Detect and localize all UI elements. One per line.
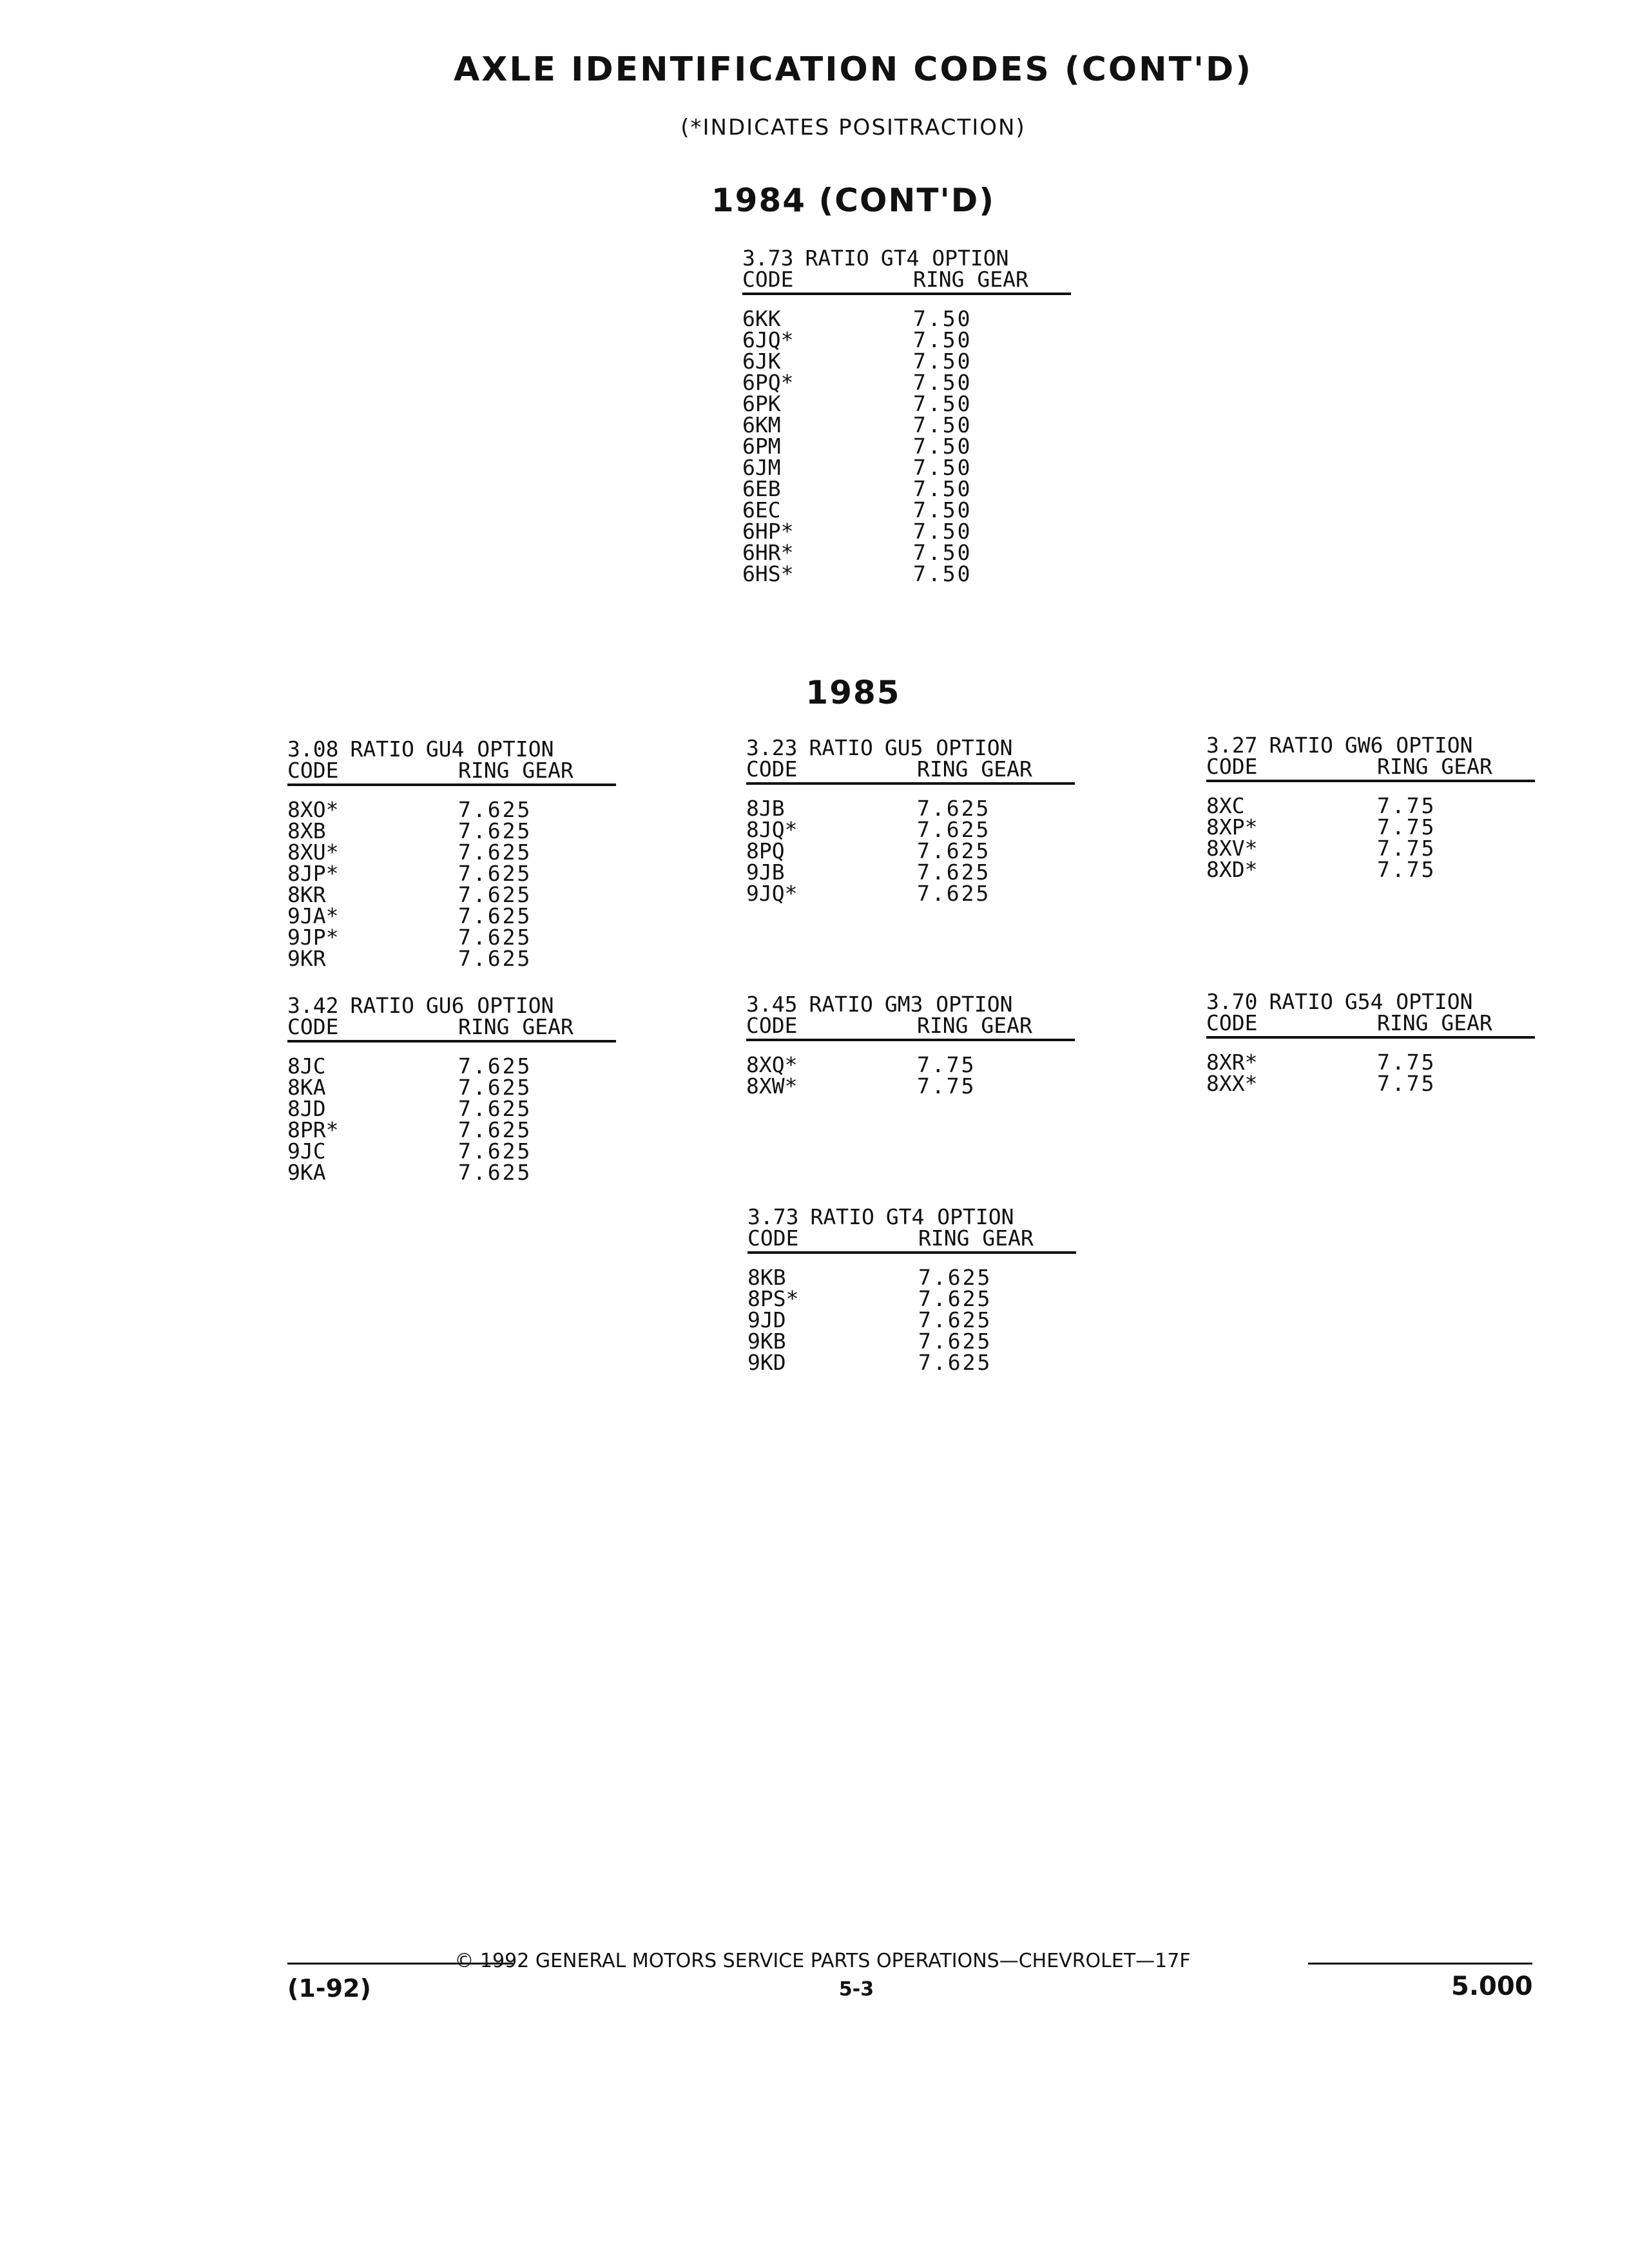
ratio-label: RATIO — [350, 993, 414, 1018]
table-row — [742, 436, 1071, 457]
section-number: 5.000 — [1451, 1972, 1533, 2001]
ratio-value: 3.42 — [287, 993, 339, 1018]
ring-gear-size: 7.625 — [458, 861, 532, 886]
table-row — [742, 351, 1071, 372]
table-row — [287, 1055, 616, 1077]
page-number: 5-3 — [838, 1978, 874, 2001]
code-column-header: CODE — [746, 1013, 798, 1038]
axle-code: 8JC — [287, 1053, 326, 1079]
ring-gear-size: 7.50 — [913, 434, 972, 459]
ring-gear-size: 7.625 — [918, 1350, 992, 1375]
table-row — [746, 883, 1075, 904]
ratio-value: 3.27 — [1206, 733, 1258, 758]
ratio-value: 3.70 — [1206, 989, 1258, 1014]
table-row — [742, 499, 1071, 521]
ring-gear-size: 7.625 — [458, 818, 532, 843]
copyright-line: © 1992 GENERAL MOTORS SERVICE PARTS OPERATIONS—CHEVROLET—17F — [454, 1950, 1191, 1972]
table-row — [287, 799, 616, 820]
ring-gear-size: 7.625 — [458, 1160, 532, 1185]
axle-code: 9JA* — [287, 903, 339, 928]
axle-code: 6HS* — [742, 561, 794, 586]
ring-gear-size: 7.625 — [458, 946, 532, 971]
axle-code: 8KA — [287, 1075, 326, 1100]
ring-gear-size: 7.625 — [458, 840, 532, 865]
axle-code: 8JB — [746, 796, 785, 821]
axle-code: 9JD — [747, 1307, 786, 1332]
ring-gear-size: 7.625 — [458, 925, 532, 950]
ring-gear-size: 7.625 — [458, 1053, 532, 1079]
table-row — [746, 798, 1075, 819]
table-row — [1206, 795, 1535, 816]
ring-gear-size: 7.75 — [1377, 1050, 1436, 1075]
table-row — [742, 372, 1071, 393]
axle-code: 6PQ* — [742, 370, 794, 395]
option-label: G54 OPTION — [1344, 989, 1473, 1014]
axle-table-1985-342 — [287, 995, 616, 1183]
axle-code: 8JP* — [287, 861, 339, 886]
axle-code: 6KM — [742, 412, 781, 437]
axle-code: 6PM — [742, 434, 781, 459]
axle-code: 8XD* — [1206, 857, 1258, 882]
option-label: GU6 OPTION — [425, 993, 554, 1018]
ring-gear-column-header: RING GEAR — [918, 1225, 1034, 1251]
table-body — [287, 799, 616, 969]
axle-code: 6HR* — [742, 540, 794, 565]
table-header — [747, 1206, 1076, 1254]
ring-gear-size: 7.75 — [1377, 836, 1436, 861]
axle-code: 8XV* — [1206, 836, 1258, 861]
table-row — [287, 905, 616, 927]
ring-gear-column-header: RING GEAR — [1377, 754, 1492, 779]
table-row — [287, 1119, 616, 1140]
table-body — [742, 308, 1071, 584]
ring-gear-size: 7.625 — [917, 838, 991, 863]
code-column-header: CODE — [287, 1014, 339, 1039]
table-row — [747, 1267, 1076, 1288]
axle-code: 8XB — [287, 818, 326, 843]
axle-table-1984-373 — [742, 247, 1071, 584]
table-row — [742, 393, 1071, 414]
table-row — [747, 1288, 1076, 1309]
table-row — [287, 841, 616, 863]
ratio-label: RATIO — [809, 992, 873, 1017]
table-header — [1206, 991, 1535, 1039]
ring-gear-size: 7.50 — [913, 476, 972, 501]
table-body — [1206, 795, 1535, 880]
code-column-header: CODE — [287, 758, 339, 783]
ratio-label: RATIO — [805, 245, 869, 271]
table-row — [747, 1352, 1076, 1373]
axle-code: 8KB — [747, 1265, 786, 1290]
table-body — [746, 798, 1075, 904]
axle-code: 6JQ* — [742, 327, 794, 352]
table-header — [742, 247, 1071, 295]
axle-code: 8XO* — [287, 797, 339, 822]
table-row — [287, 948, 616, 969]
table-row — [287, 1098, 616, 1119]
ring-gear-column-header: RING GEAR — [458, 758, 574, 783]
ring-gear-size: 7.625 — [917, 817, 991, 842]
table-row — [742, 563, 1071, 584]
table-body — [746, 1054, 1075, 1097]
axle-code: 9KD — [747, 1350, 786, 1375]
ring-gear-size: 7.50 — [913, 327, 972, 352]
ring-gear-column-header: RING GEAR — [917, 756, 1032, 782]
ring-gear-size: 7.625 — [917, 796, 991, 821]
ratio-label: RATIO — [350, 736, 414, 762]
axle-code: 9JQ* — [746, 881, 798, 906]
ring-gear-size: 7.50 — [913, 391, 972, 416]
ring-gear-size: 7.50 — [913, 561, 972, 586]
year-heading-1984: 1984 (CONT'D) — [711, 182, 996, 219]
table-body — [1206, 1052, 1535, 1094]
ring-gear-size: 7.625 — [458, 903, 532, 928]
axle-table-1985-373 — [747, 1206, 1076, 1373]
ratio-label: RATIO — [809, 735, 873, 760]
code-column-header: CODE — [746, 756, 798, 782]
ring-gear-column-header: RING GEAR — [458, 1014, 574, 1039]
axle-table-1985-323 — [746, 737, 1075, 904]
option-label: GT4 OPTION — [880, 245, 1009, 271]
ring-gear-column-header: RING GEAR — [913, 267, 1028, 292]
ring-gear-size: 7.50 — [913, 370, 972, 395]
axle-code: 8XR* — [1206, 1050, 1258, 1075]
ring-gear-size: 7.50 — [913, 412, 972, 437]
ring-gear-size: 7.50 — [913, 306, 972, 331]
ring-gear-size: 7.625 — [458, 1139, 532, 1164]
code-column-header: CODE — [1206, 1010, 1258, 1035]
option-label: GT4 OPTION — [885, 1204, 1014, 1229]
table-row — [1206, 816, 1535, 838]
table-row — [742, 308, 1071, 329]
ratio-value: 3.73 — [747, 1204, 799, 1229]
ring-gear-size: 7.50 — [913, 519, 972, 544]
table-row — [746, 1054, 1075, 1075]
axle-code: 6EB — [742, 476, 781, 501]
table-row — [1206, 838, 1535, 859]
table-row — [746, 840, 1075, 861]
table-row — [742, 542, 1071, 563]
table-row — [746, 861, 1075, 883]
option-label: GM3 OPTION — [884, 992, 1013, 1017]
table-row — [287, 1140, 616, 1162]
ring-gear-size: 7.75 — [1377, 793, 1436, 818]
page-title: AXLE IDENTIFICATION CODES (CONT'D) — [454, 50, 1253, 89]
axle-code: 6HP* — [742, 519, 794, 544]
table-header — [746, 994, 1075, 1041]
table-row — [747, 1331, 1076, 1352]
ratio-label: RATIO — [1269, 733, 1333, 758]
ratio-value: 3.08 — [287, 736, 339, 762]
table-row — [287, 927, 616, 948]
table-row — [1206, 859, 1535, 880]
axle-code: 6JK — [742, 349, 781, 374]
axle-code: 9KA — [287, 1160, 326, 1185]
table-row — [742, 521, 1071, 542]
ring-gear-size: 7.75 — [1377, 814, 1436, 840]
ring-gear-size: 7.625 — [918, 1265, 992, 1290]
axle-table-1985-327 — [1206, 735, 1535, 880]
ratio-value: 3.45 — [746, 992, 798, 1017]
axle-code: 8JQ* — [746, 817, 798, 842]
axle-code: 6EC — [742, 497, 781, 523]
table-row — [742, 329, 1071, 351]
axle-code: 8XC — [1206, 793, 1245, 818]
ring-gear-size: 7.625 — [917, 860, 991, 885]
ring-gear-size: 7.50 — [913, 455, 972, 480]
ring-gear-size: 7.625 — [458, 882, 532, 907]
ring-gear-size: 7.50 — [913, 497, 972, 523]
ring-gear-size: 7.625 — [918, 1307, 992, 1332]
axle-code: 8XQ* — [746, 1052, 798, 1077]
table-row — [287, 863, 616, 884]
table-row — [742, 457, 1071, 478]
axle-code: 8PS* — [747, 1286, 799, 1311]
table-row — [287, 820, 616, 841]
ratio-label: RATIO — [810, 1204, 874, 1229]
table-header — [1206, 735, 1535, 782]
axle-code: 8KR — [287, 882, 326, 907]
axle-code: 8XP* — [1206, 814, 1258, 840]
table-row — [746, 1075, 1075, 1097]
revision-date: (1-92) — [287, 1974, 371, 2003]
axle-code: 9JC — [287, 1139, 326, 1164]
option-label: GU5 OPTION — [884, 735, 1013, 760]
table-row — [1206, 1073, 1535, 1094]
ring-gear-size: 7.50 — [913, 349, 972, 374]
table-row — [287, 884, 616, 905]
table-header — [746, 737, 1075, 785]
ring-gear-size: 7.75 — [1377, 1071, 1436, 1096]
ring-gear-column-header: RING GEAR — [1377, 1010, 1492, 1035]
ring-gear-size: 7.625 — [918, 1286, 992, 1311]
axle-code: 8XU* — [287, 840, 339, 865]
table-row — [287, 1077, 616, 1098]
table-row — [1206, 1052, 1535, 1073]
axle-code: 6KK — [742, 306, 781, 331]
ratio-value: 3.73 — [742, 245, 794, 271]
ring-gear-size: 7.75 — [917, 1073, 976, 1099]
ring-gear-column-header: RING GEAR — [917, 1013, 1032, 1038]
positraction-note: (*INDICATES POSITRACTION) — [680, 115, 1026, 140]
table-row — [287, 1162, 616, 1183]
ring-gear-size: 7.625 — [458, 1117, 532, 1142]
ring-gear-size: 7.75 — [917, 1052, 976, 1077]
axle-table-1985-370 — [1206, 991, 1535, 1094]
code-column-header: CODE — [742, 267, 794, 292]
axle-table-1985-345 — [746, 994, 1075, 1097]
axle-code: 9JP* — [287, 925, 339, 950]
ring-gear-size: 7.75 — [1377, 857, 1436, 882]
option-label: GU4 OPTION — [425, 736, 554, 762]
axle-code: 8JD — [287, 1096, 326, 1121]
table-body — [287, 1055, 616, 1183]
axle-code: 9JB — [746, 860, 785, 885]
axle-code: 8XW* — [746, 1073, 798, 1099]
ring-gear-size: 7.625 — [918, 1329, 992, 1354]
table-body — [747, 1267, 1076, 1373]
year-heading-1985: 1985 — [805, 674, 901, 711]
table-header — [287, 995, 616, 1043]
ratio-value: 3.23 — [746, 735, 798, 760]
ring-gear-size: 7.625 — [458, 1075, 532, 1100]
axle-code: 8PR* — [287, 1117, 339, 1142]
table-row — [742, 478, 1071, 499]
axle-code: 6JM — [742, 455, 781, 480]
axle-code: 9KB — [747, 1329, 786, 1354]
ratio-label: RATIO — [1269, 989, 1333, 1014]
code-column-header: CODE — [1206, 754, 1258, 779]
axle-code: 9KR — [287, 946, 326, 971]
code-column-header: CODE — [747, 1225, 799, 1251]
axle-table-1985-308 — [287, 738, 616, 969]
table-row — [746, 819, 1075, 840]
ring-gear-size: 7.625 — [917, 881, 991, 906]
table-row — [742, 414, 1071, 436]
axle-code: 8PQ — [746, 838, 785, 863]
ring-gear-size: 7.625 — [458, 1096, 532, 1121]
axle-code: 8XX* — [1206, 1071, 1258, 1096]
option-label: GW6 OPTION — [1344, 733, 1473, 758]
axle-code: 6PK — [742, 391, 781, 416]
table-header — [287, 738, 616, 786]
ring-gear-size: 7.50 — [913, 540, 972, 565]
table-row — [747, 1309, 1076, 1331]
ring-gear-size: 7.625 — [458, 797, 532, 822]
